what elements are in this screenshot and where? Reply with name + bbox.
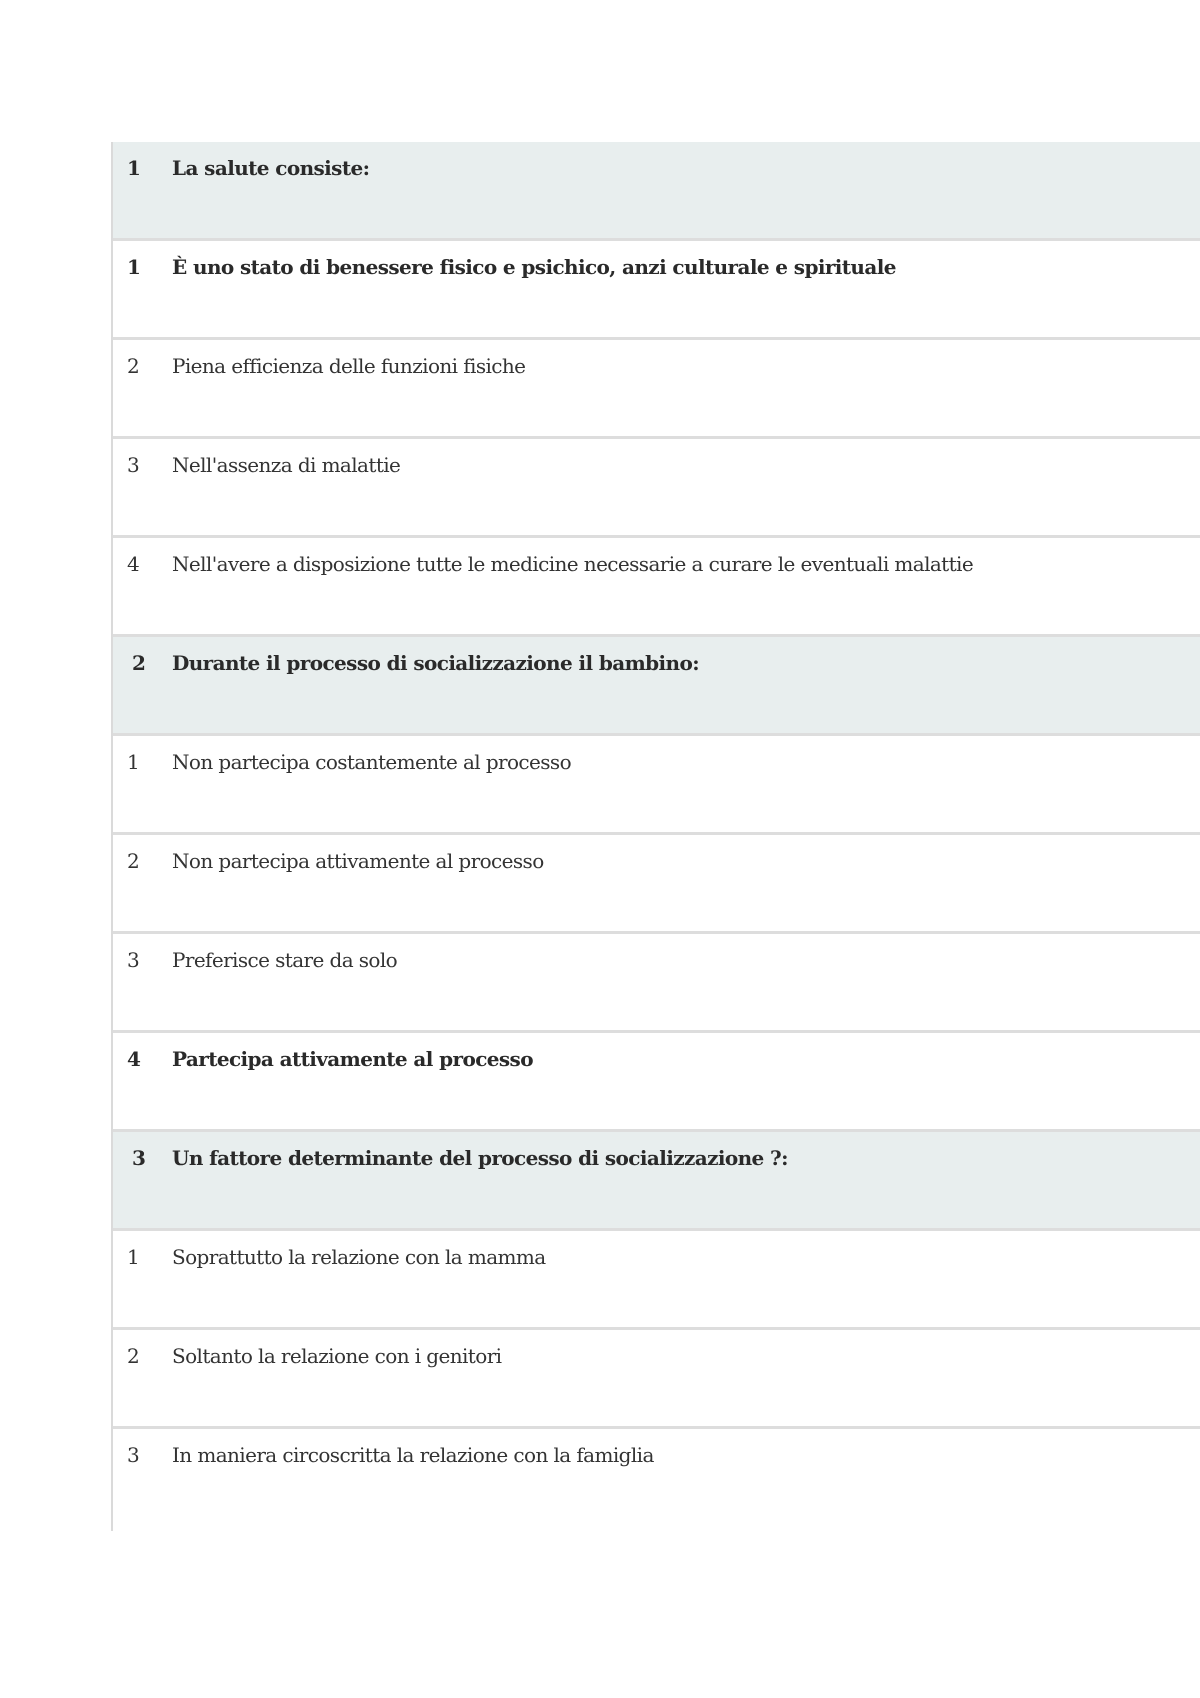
answer-number: 1 — [127, 750, 140, 774]
answer-text-correct: È uno stato di benessere fisico e psichico, anzi culturale e spirituale — [172, 255, 896, 279]
answer-number: 2 — [127, 849, 140, 873]
question-text: La salute consiste: — [172, 156, 370, 180]
question-text: Durante il processo di socializzazione il bambino: — [172, 651, 699, 675]
question-number: 2 — [132, 651, 146, 675]
answer-text: Soltanto la relazione con i genitori — [172, 1344, 502, 1368]
answer-number: 1 — [127, 1245, 140, 1269]
answer-number: 3 — [127, 1443, 140, 1467]
question-row-1 — [113, 142, 1200, 241]
answer-text: Soprattutto la relazione con la mamma — [172, 1245, 546, 1269]
answer-number: 4 — [127, 1047, 141, 1071]
answer-text: Non partecipa attivamente al processo — [172, 849, 544, 873]
answer-row — [113, 439, 1200, 538]
answer-row — [113, 835, 1200, 934]
answer-text: Nell'avere a disposizione tutte le medicine necessarie a curare le eventuali malattie — [172, 552, 974, 576]
answer-text: Preferisce stare da solo — [172, 948, 398, 972]
answer-number: 3 — [127, 453, 140, 477]
question-number: 1 — [127, 156, 141, 180]
answer-number: 3 — [127, 948, 140, 972]
answer-text-correct: Partecipa attivamente al processo — [172, 1047, 533, 1071]
answer-text: Piena efficienza delle funzioni fisiche — [172, 354, 526, 378]
question-text: Un fattore determinante del processo di socializzazione ?: — [172, 1146, 788, 1170]
answer-text: In maniera circoscritta la relazione con la famiglia — [172, 1443, 654, 1467]
answer-row — [113, 1330, 1200, 1429]
answer-number: 1 — [127, 255, 141, 279]
answer-row — [113, 241, 1200, 340]
answer-row — [113, 1033, 1200, 1132]
answer-row — [113, 538, 1200, 637]
answer-text: Nell'assenza di malattie — [172, 453, 401, 477]
answer-row — [113, 1231, 1200, 1330]
question-row-2 — [113, 637, 1200, 736]
answer-number: 4 — [127, 552, 140, 576]
answer-row — [113, 934, 1200, 1033]
question-row-3 — [113, 1132, 1200, 1231]
answer-row — [113, 340, 1200, 439]
answer-row — [113, 736, 1200, 835]
answer-number: 2 — [127, 1344, 140, 1368]
answer-row — [113, 1429, 1200, 1528]
answer-number: 2 — [127, 354, 140, 378]
question-number: 3 — [132, 1146, 146, 1170]
quiz-table — [111, 142, 1200, 1531]
answer-text: Non partecipa costantemente al processo — [172, 750, 572, 774]
